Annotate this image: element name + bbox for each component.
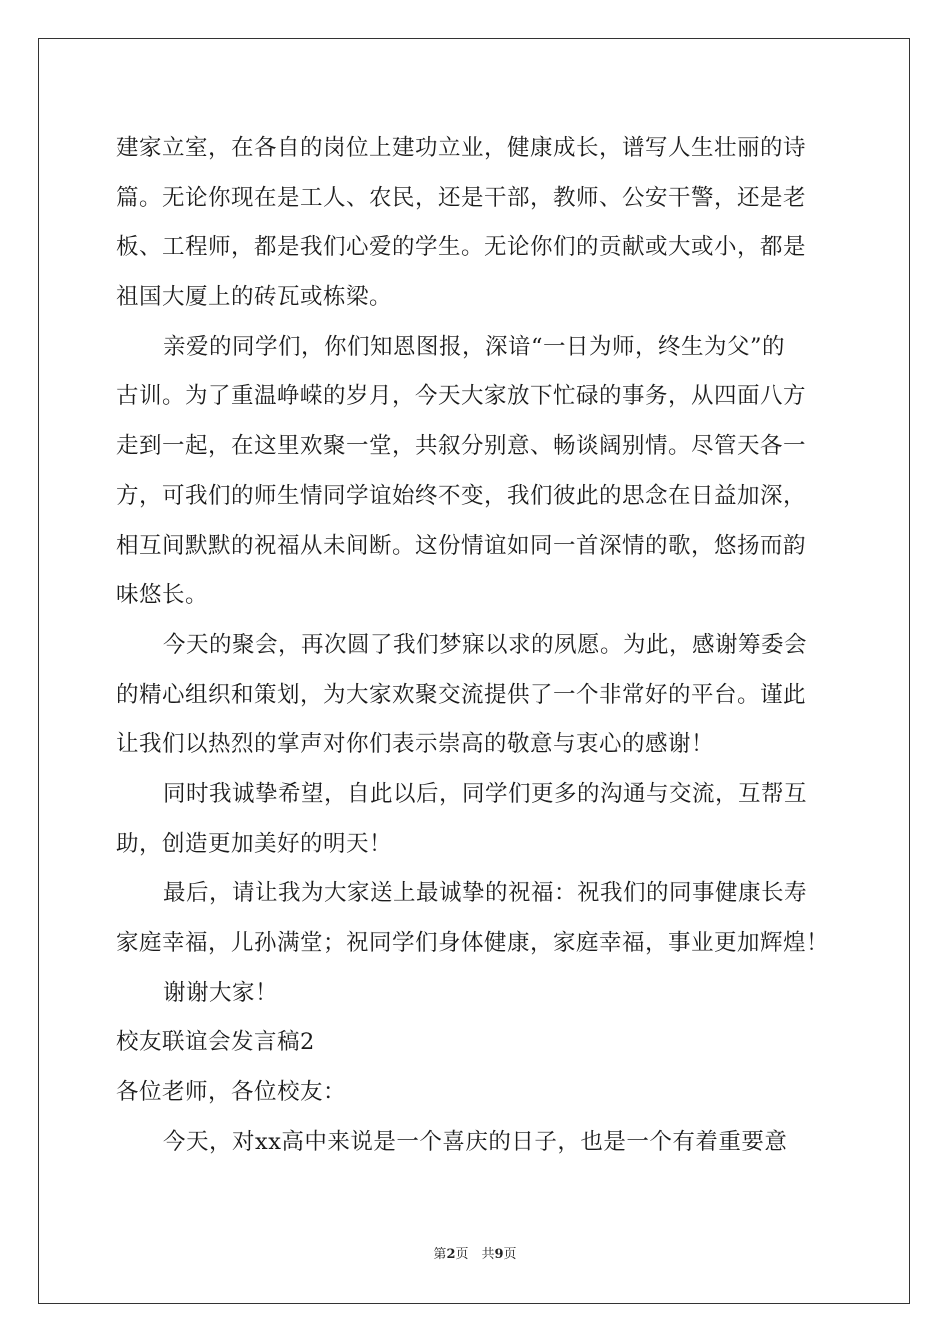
text-line: 相互间默默的祝福从未间断。这份情谊如同一首深情的歌，悠扬而韵 [116, 532, 807, 559]
text-line: 家庭幸福，儿孙满堂；祝同学们身体健康，家庭幸福，事业更加辉煌！ [116, 930, 830, 956]
paragraph-start-line: 今天的聚会，再次圆了我们梦寐以求的夙愿。为此，感谢筹委会 [163, 631, 808, 658]
text-line: 走到一起，在这里欢聚一堂，共叙分别意、畅谈阔别情。尽管天各一 [116, 433, 807, 460]
closing-line: 谢谢大家！ [163, 979, 279, 1006]
paragraph-start-line: 今天，对xx高中来说是一个喜庆的日子，也是一个有着重要意 [163, 1128, 788, 1155]
page-suffix: 页 [503, 1247, 517, 1262]
page-footer [0, 1243, 950, 1262]
text-line: 祖国大厦上的砖瓦或栋梁。 [116, 284, 393, 311]
section-title: 校友联谊会发言稿2 [116, 1029, 315, 1056]
current-page-number: 2 [446, 1247, 456, 1262]
text-line: 篇。无论你现在是工人、农民，还是干部，教师、公安干警，还是老 [116, 184, 807, 211]
text-line: 让我们以热烈的掌声对你们表示崇高的敬意与衷心的感谢！ [116, 731, 715, 758]
text-line: 味悠长。 [116, 582, 209, 609]
text-line: 的精心组织和策划，为大家欢聚交流提供了一个非常好的平台。谨此 [116, 681, 807, 708]
text-line: 方，可我们的师生情同学谊始终不变，我们彼此的思念在日益加深， [116, 482, 807, 509]
page-mid: 页 共 [455, 1247, 495, 1262]
salutation-line: 各位老师，各位校友： [116, 1079, 347, 1106]
paragraph-start-line: 亲爱的同学们，你们知恩图报，深谙“一日为师，终生为父”的 [163, 333, 786, 360]
total-page-number: 9 [494, 1247, 504, 1262]
paragraph-start-line: 最后，请让我为大家送上最诚挚的祝福：祝我们的同事健康长寿 [163, 880, 808, 907]
text-line: 板、工程师，都是我们心爱的学生。无论你们的贡献或大或小，都是 [116, 234, 807, 261]
text-line: 助，创造更加美好的明天！ [116, 830, 393, 857]
page-prefix: 第 [433, 1247, 447, 1262]
text-line: 建家立室，在各自的岗位上建功立业，健康成长，谱写人生壮丽的诗 [116, 135, 807, 161]
text-line: 古训。为了重温峥嵘的岁月，今天大家放下忙碌的事务，从四面八方 [116, 383, 807, 410]
document-body [116, 124, 836, 1167]
paragraph-start-line: 同时我诚挚希望，自此以后，同学们更多的沟通与交流，互帮互 [163, 780, 808, 807]
